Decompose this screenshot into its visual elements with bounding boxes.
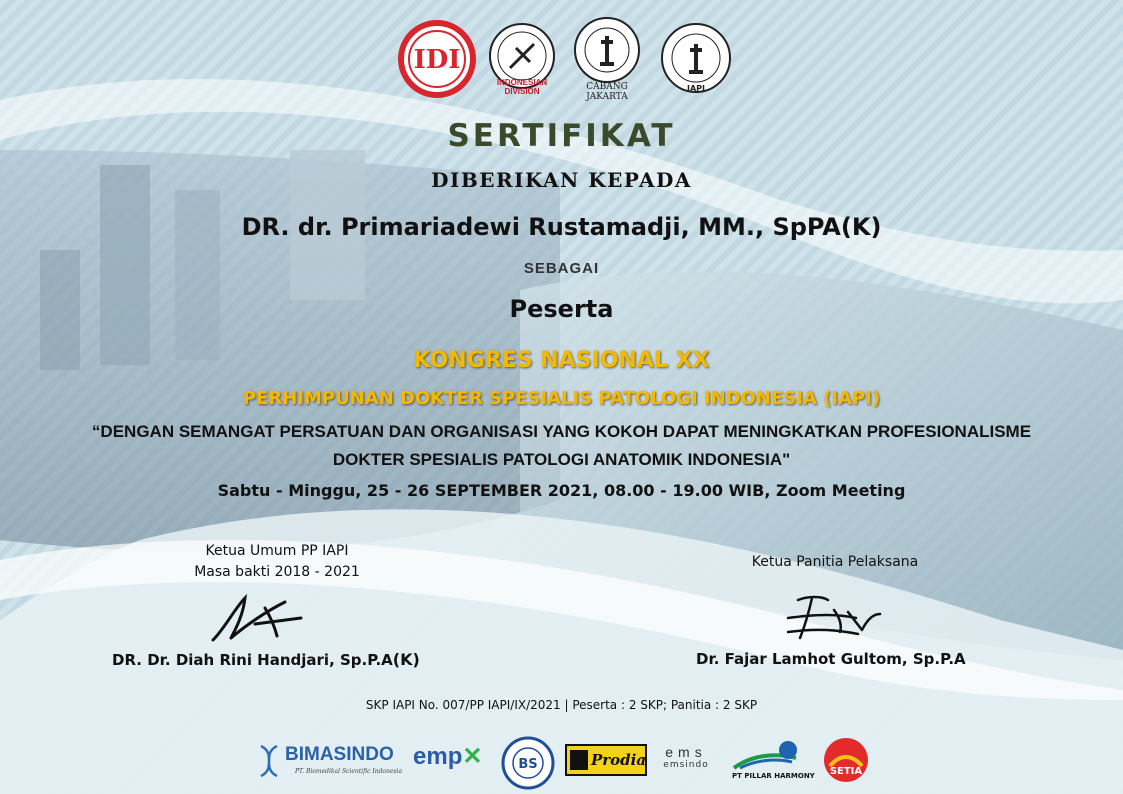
prodia-label: Prodia [591, 751, 647, 769]
emp-ribbon-icon: ✕ [462, 743, 483, 770]
skp-credit-line: SKP IAPI No. 007/PP IAPI/IX/2021 | Peserta : 2 SKP; Panitia : 2 SKP [365, 698, 758, 712]
event-name: KONGRES NASIONAL XX [413, 348, 710, 373]
right-signatory-name: Dr. Fajar Lamhot Gultom, Sp.P.A [696, 650, 966, 668]
cabang-jakarta-caption: CABANG JAKARTA [586, 82, 628, 102]
left-name-suffix: (K) [392, 650, 420, 669]
setia-label: SETIA [829, 766, 863, 777]
dna-icon [255, 744, 283, 778]
theme-line-1: “DENGAN SEMANGAT PERSATUAN DAN ORGANISASI YANG KOKOH DAPAT MENINGKATKAN PROFESIONALISME [91, 422, 1032, 441]
theme-line-2: DOKTER SPESIALIS PATOLOGI ANATOMIK INDONESIA" [332, 450, 791, 469]
sponsor-setia [822, 736, 870, 784]
idi-logo-text: IDI [413, 45, 461, 75]
pillar-harmony-emblem [730, 738, 816, 772]
left-title-line-1: Ketua Umum PP IAPI [205, 543, 349, 559]
ems-label: ems [665, 744, 707, 760]
organization-name: PERHIMPUNAN DOKTER SPESIALIS PATOLOGI INDONESIA (IAPI) [242, 388, 881, 409]
left-name-main: DR. Dr. Diah Rini Handjari, Sp.P.A [112, 651, 393, 669]
sponsor-emp [413, 742, 482, 771]
right-signature [778, 588, 888, 648]
bimasindo-label: BIMASINDO [285, 744, 394, 765]
sponsor-prodia [565, 744, 647, 776]
as-label: SEBAGAI [523, 260, 600, 277]
iapi-short-label: IAPI [686, 84, 705, 93]
left-signatory-name [112, 650, 420, 669]
given-to-label: DIBERIKAN KEPADA [431, 168, 692, 192]
prodia-mark-icon [570, 750, 588, 770]
left-signature [205, 588, 315, 648]
sponsor-ems [656, 744, 716, 784]
indonesian-division-label: INDONESIAN DIVISION [496, 78, 548, 96]
iap-indonesian-division-logo [482, 18, 562, 98]
ems-sub-label: emsindo [663, 760, 709, 770]
certificate-title: SERTIFIKAT [447, 118, 676, 154]
right-signatory-title: Ketua Panitia Pelaksana [751, 554, 919, 570]
event-date: Sabtu - Minggu, 25 - 26 SEPTEMBER 2021, 08.00 - 19.00 WIB, Zoom Meeting [217, 481, 906, 500]
biogen-bs-mark: BS [518, 757, 538, 772]
sponsor-bimasindo [255, 742, 405, 782]
left-title-line-2: Masa bakti 2018 - 2021 [194, 564, 360, 580]
recipient-name: DR. dr. Primariadewi Rustamadji, MM., SpPA(K) [241, 213, 882, 241]
participant-role: Peserta [509, 295, 614, 323]
emp-label: emp [413, 743, 463, 770]
left-signatory-title [162, 541, 392, 583]
bimasindo-sub-label: PT. Biomedikal Scientific Indonesia [295, 768, 403, 775]
idi-logo [398, 20, 476, 98]
pillar-harmony-label: PT PILLAR HARMONY [732, 772, 815, 780]
sponsor-biogen [501, 736, 555, 790]
sponsor-pillar-harmony [730, 738, 816, 786]
iapi-logo [656, 18, 736, 98]
iapi-jakarta-logo [568, 14, 646, 100]
